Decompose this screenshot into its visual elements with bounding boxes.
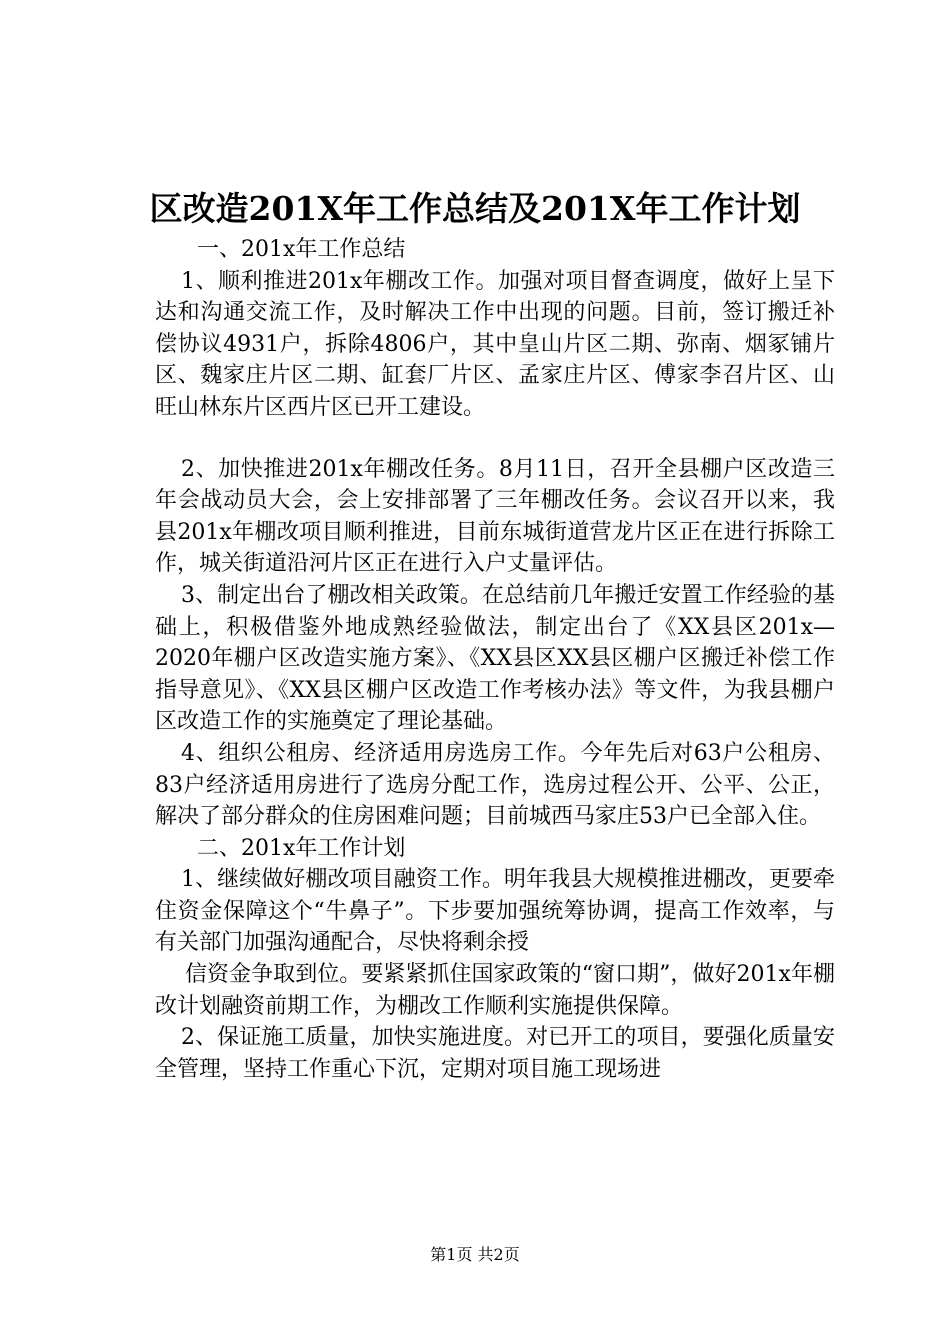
plan-paragraph-1-continued: 信资金争取到位。要紧紧抓住国家政策的“窗口期”，做好201x年棚改计划融资前期工作，为棚改工作顺利实施提供保障。 <box>155 962 835 1019</box>
plan-paragraph-2: 2、保证施工质量，加快实施进度。对已开工的项目，要强化质量安全管理，坚持工作重心下沉，定期对项目施工现场进 <box>155 1025 835 1082</box>
document-body <box>155 234 835 1085</box>
plan-paragraph-1: 1、继续做好棚改项目融资工作。明年我县大规模推进棚改，更要牵住资金保障这个“牛鼻子”。下步要加强统筹协调，提高工作效率，与有关部门加强沟通配合，尽快将剩余授 <box>155 867 835 956</box>
summary-paragraph-3: 3、制定出台了棚改相关政策。在总结前几年搬迁安置工作经验的基础上，积极借鉴外地成熟经验做法，制定出台了《XX县区201x—2020年棚户区改造实施方案》、《XX县区XX县区棚户区搬迁补偿工作指导意见》、《XX县区棚户区改造工作考核办法》等文件，为我县棚户区改造工作的实施奠定了理论基础。 <box>155 582 835 735</box>
summary-paragraph-2: 2、加快推进201x年棚改任务。8月11日，召开全县棚户区改造三年会战动员大会，会上安排部署了三年棚改任务。会议召开以来，我县201x年棚改项目顺利推进，目前东城街道营龙片区正在进行拆除工作，城关街道沿河片区正在进行入户丈量评估。 <box>155 456 835 577</box>
summary-paragraph-4: 4、组织公租房、经济适用房选房工作。今年先后对63户公租房、83户经济适用房进行了选房分配工作，选房过程公开、公平、公正，解决了部分群众的住房困难问题；目前城西马家庄53户已全部入住。 <box>155 740 835 830</box>
document-title: 区改造201X年工作总结及201X年工作计划 <box>149 189 801 228</box>
section-heading-plan: 二、201x年工作计划 <box>197 835 406 861</box>
page-indicator: 第1页 共2页 <box>430 1245 520 1264</box>
section-heading-summary: 一、201x年工作总结 <box>197 237 406 262</box>
summary-paragraph-1: 1、顺利推进201x年棚改工作。加强对项目督查调度，做好上呈下达和沟通交流工作，及时解决工作中出现的问题。目前，签订搬迁补偿协议4931户，拆除4806户，其中皇山片区二期、弥南、烟冢铺片区、魏家庄片区二期、缸套厂片区、孟家庄片区、傅家李召片区、山旺山林东片区西片区已开工建设。 <box>155 268 835 420</box>
